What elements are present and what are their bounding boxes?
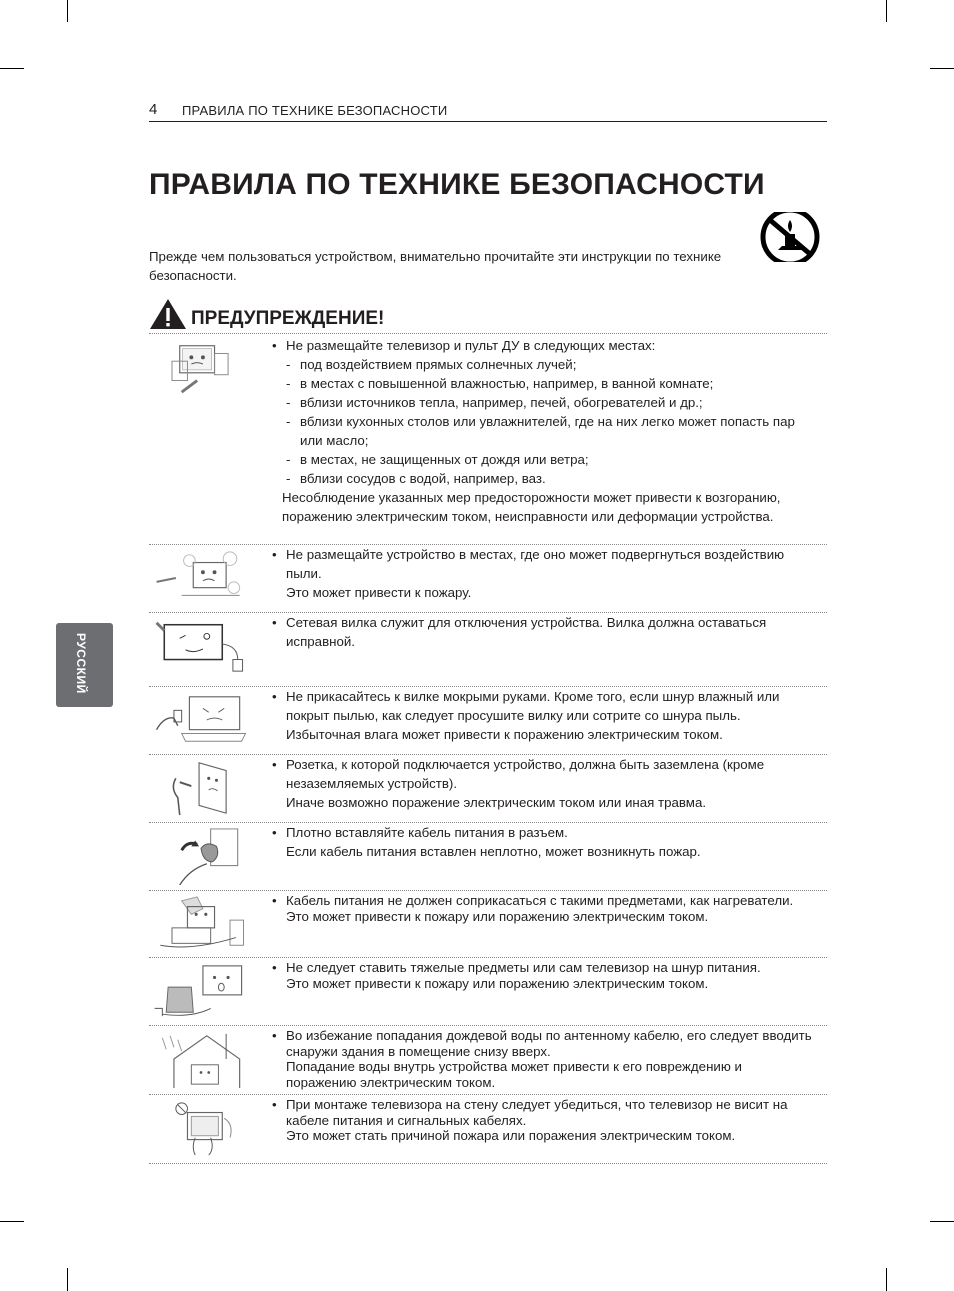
page-number: 4 (149, 101, 158, 118)
dash-item: - в местах с повышенной влажностью, например, в ванной комнате; (271, 374, 816, 393)
consequence-text: Избыточная влага может привести к поражению электрическим током. (286, 727, 723, 742)
list-item (149, 891, 827, 958)
wet-hands-plug-illustration (151, 691, 251, 749)
antenna-cable-rain-illustration (151, 1030, 251, 1088)
dash-item: - в местах, не защищенных от дождя или ветра; (271, 450, 816, 469)
warning-heading: ПРЕДУПРЕЖДЕНИЕ! (191, 308, 385, 329)
dash-item: - под воздействием прямых солнечных лучей; (271, 355, 816, 374)
list-item (149, 1026, 827, 1095)
dusty-tv-illustration (151, 549, 251, 607)
bullet-text: • Кабель питания не должен соприкасаться с такими предметами, как нагреватели. (271, 893, 816, 909)
list-item (149, 958, 827, 1026)
no-open-flame-icon (760, 212, 820, 262)
bullet-text: • Плотно вставляйте кабель питания в разъем. (271, 823, 816, 842)
warning-triangle-icon (149, 298, 187, 330)
grounded-outlet-illustration (151, 759, 251, 817)
bullet-text: • Не размещайте устройство в местах, где оно может подвергнуться воздействию пыли. (271, 545, 816, 583)
crop-mark (886, 0, 887, 22)
crop-mark (0, 1221, 24, 1222)
running-header: ПРАВИЛА ПО ТЕХНИКЕ БЕЗОПАСНОСТИ (182, 103, 448, 118)
list-item (149, 334, 827, 545)
bullet-text: • Во избежание попадания дождевой воды по антенному кабелю, его следует вводить снаружи здания в помещение снизу вверх. (271, 1028, 816, 1059)
consequence-text: Попадание воды внутрь устройства может привести к его повреждению и поражению электрическим током. (286, 1059, 742, 1090)
dash-item: - вблизи источников тепла, например, печей, обогревателей и др.; (271, 393, 816, 412)
consequence-text: Это может привести к пожару. (286, 585, 472, 600)
consequence-text: Это может стать причиной пожара или поражения электрическим током. (286, 1128, 736, 1143)
dash-item: - вблизи кухонных столов или увлажнителей, где на них легко может попасть пар или масло; (271, 412, 816, 450)
crop-mark (886, 1268, 887, 1291)
list-item (149, 545, 827, 613)
intro-paragraph: Прежде чем пользоваться устройством, внимательно прочитайте эти инструкции по технике безопасности. (149, 249, 722, 283)
wall-mount-cables-illustration (151, 1099, 251, 1157)
bullet-text: • Не размещайте телевизор и пульт ДУ в следующих местах: (271, 336, 816, 355)
consequence-text: Это может привести к пожару или поражению электрическим током. (286, 908, 709, 924)
cable-near-heater-illustration (151, 895, 251, 953)
language-tab-label: РУССКИЙ (74, 633, 88, 694)
list-item (149, 613, 827, 687)
header-rule (149, 121, 827, 122)
crop-mark (930, 68, 954, 69)
crop-mark (67, 0, 68, 22)
tv-in-hazard-locations-illustration (151, 338, 251, 396)
bullet-text: • Розетка, к которой подключается устройство, должна быть заземлена (кроме незаземляемых устройств). (271, 755, 816, 793)
list-item (149, 687, 827, 755)
bullet-text: • Не прикасайтесь к вилке мокрыми руками. Кроме того, если шнур влажный или покрыт пылью, как следует просушите вилку или сотрите со шнура пыль. (271, 687, 816, 725)
list-item (149, 823, 827, 891)
crop-mark (930, 1221, 954, 1222)
dash-item: - вблизи сосудов с водой, например, ваз. (271, 469, 816, 488)
list-item (149, 1095, 827, 1164)
consequence-text: Это может привести к пожару или поражению электрическим током. (286, 975, 709, 991)
crop-mark (67, 1268, 68, 1291)
consequence-text: Иначе возможно поражение электрическим током или иная травма. (286, 795, 707, 810)
insert-power-cable-illustration (151, 827, 251, 885)
page-title: ПРАВИЛА ПО ТЕХНИКЕ БЕЗОПАСНОСТИ (149, 168, 765, 201)
power-plug-illustration (151, 617, 251, 675)
bullet-text: • Сетевая вилка служит для отключения устройства. Вилка должна оставаться исправной. (271, 613, 816, 651)
bullet-text: • При монтаже телевизора на стену следует убедиться, что телевизор не висит на кабеле питания и сигнальных кабелях. (271, 1097, 816, 1128)
bullet-text: • Не следует ставить тяжелые предметы или сам телевизор на шнур питания. (271, 960, 816, 976)
consequence-text: Если кабель питания вставлен неплотно, может возникнуть пожар. (286, 844, 701, 859)
crop-mark (0, 68, 24, 69)
list-item (149, 755, 827, 823)
heavy-object-on-cord-illustration (151, 962, 251, 1020)
note-text: Несоблюдение указанных мер предосторожности может привести к возгоранию, поражению электрическим током, неисправности или деформации устройства. (282, 490, 781, 524)
language-tab (56, 623, 113, 707)
